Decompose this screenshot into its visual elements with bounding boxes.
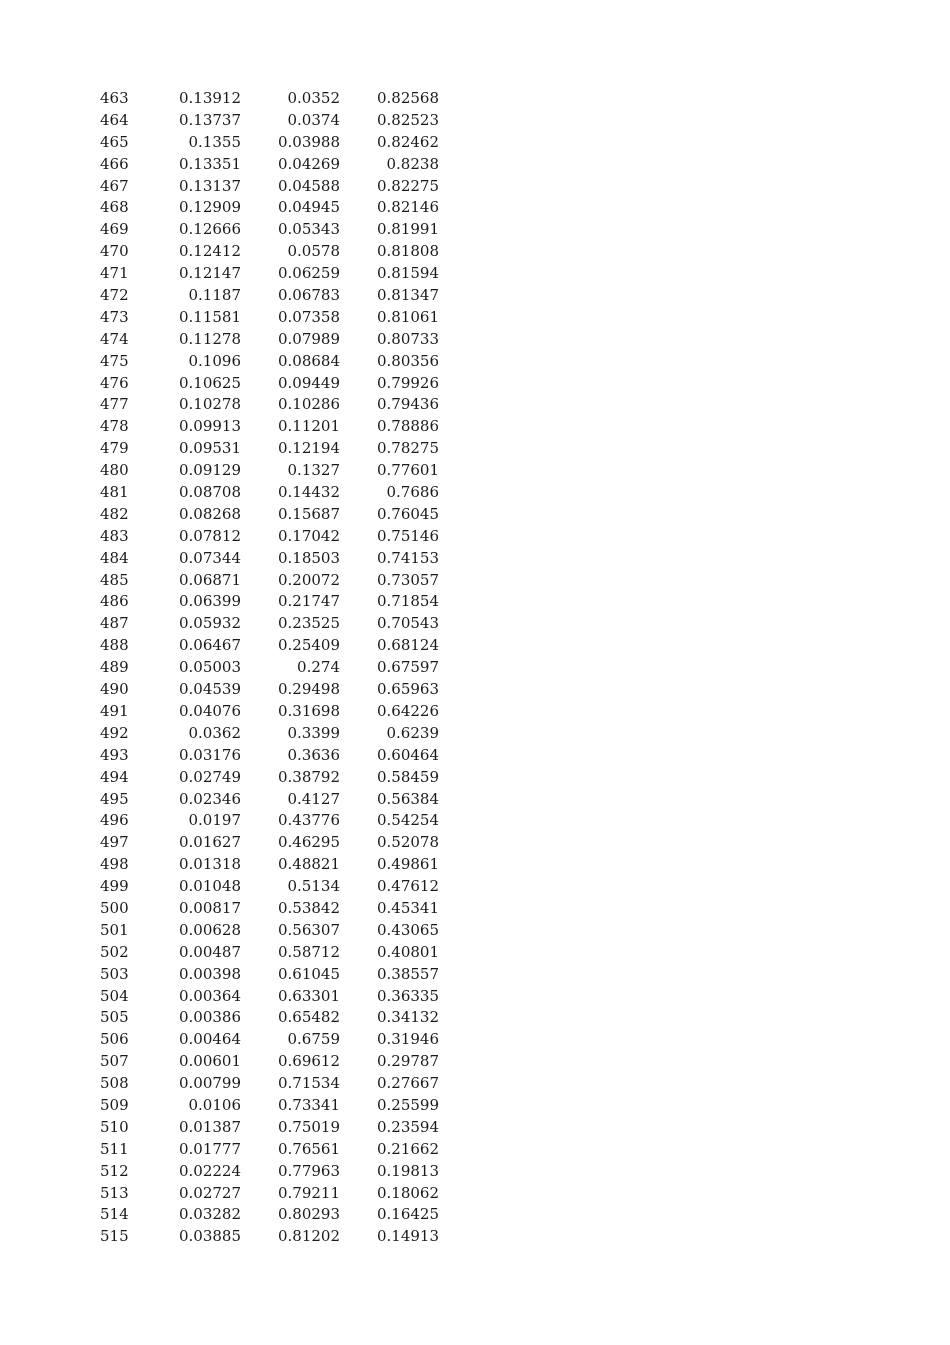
value-col-2: 0.07358 — [277, 307, 340, 326]
row-index: 482 — [100, 504, 129, 523]
value-col-1: 0.02727 — [178, 1183, 241, 1202]
value-col-3: 0.80733 — [376, 329, 439, 348]
value-col-1: 0.00799 — [178, 1074, 241, 1093]
data-table — [100, 88, 445, 1248]
value-col-3: 0.27667 — [376, 1074, 439, 1093]
value-col-2: 0.63301 — [277, 986, 340, 1005]
row-index: 481 — [100, 483, 129, 502]
table-row — [100, 1051, 445, 1073]
row-index: 491 — [100, 701, 129, 720]
value-col-2: 0.04269 — [277, 154, 340, 173]
value-col-3: 0.70543 — [376, 614, 439, 633]
table-row — [100, 591, 445, 613]
value-col-2: 0.0578 — [287, 242, 340, 261]
table-row — [100, 526, 445, 548]
table-row — [100, 570, 445, 592]
row-index: 498 — [100, 855, 129, 874]
row-index: 468 — [100, 198, 129, 217]
table-row — [100, 876, 445, 898]
value-col-3: 0.8238 — [386, 154, 439, 173]
value-col-3: 0.82462 — [376, 132, 439, 151]
value-col-1: 0.1096 — [188, 351, 241, 370]
table-row — [100, 1139, 445, 1161]
value-col-2: 0.29498 — [277, 680, 340, 699]
value-col-2: 0.05343 — [277, 220, 340, 239]
row-index: 472 — [100, 286, 129, 305]
value-col-1: 0.00601 — [178, 1052, 241, 1071]
row-index: 483 — [100, 526, 129, 545]
table-row — [100, 723, 445, 745]
value-col-3: 0.82523 — [376, 110, 439, 129]
row-index: 493 — [100, 745, 129, 764]
table-row — [100, 701, 445, 723]
value-col-1: 0.09913 — [178, 417, 241, 436]
value-col-3: 0.6239 — [386, 723, 439, 742]
value-col-3: 0.82146 — [376, 198, 439, 217]
value-col-2: 0.61045 — [277, 964, 340, 983]
value-col-1: 0.0106 — [188, 1095, 241, 1114]
value-col-2: 0.25409 — [277, 636, 340, 655]
value-col-1: 0.00398 — [178, 964, 241, 983]
value-col-1: 0.01627 — [178, 833, 241, 852]
value-col-1: 0.05932 — [178, 614, 241, 633]
table-row — [100, 285, 445, 307]
table-row — [100, 219, 445, 241]
row-index: 512 — [100, 1161, 129, 1180]
row-index: 484 — [100, 548, 129, 567]
row-index: 504 — [100, 986, 129, 1005]
value-col-3: 0.56384 — [376, 789, 439, 808]
value-col-2: 0.31698 — [277, 701, 340, 720]
value-col-3: 0.81061 — [376, 307, 439, 326]
value-col-3: 0.77601 — [376, 461, 439, 480]
row-index: 475 — [100, 351, 129, 370]
value-col-3: 0.58459 — [376, 767, 439, 786]
table-row — [100, 548, 445, 570]
value-col-1: 0.12909 — [178, 198, 241, 217]
row-index: 479 — [100, 439, 129, 458]
table-row — [100, 810, 445, 832]
value-col-1: 0.13351 — [178, 154, 241, 173]
value-col-2: 0.77963 — [277, 1161, 340, 1180]
value-col-1: 0.06871 — [178, 570, 241, 589]
table-row — [100, 1226, 445, 1248]
value-col-3: 0.81594 — [376, 264, 439, 283]
value-col-1: 0.01048 — [178, 877, 241, 896]
value-col-1: 0.12412 — [178, 242, 241, 261]
table-row — [100, 504, 445, 526]
value-col-2: 0.23525 — [277, 614, 340, 633]
row-index: 507 — [100, 1052, 129, 1071]
value-col-2: 0.20072 — [277, 570, 340, 589]
value-col-2: 0.79211 — [277, 1183, 340, 1202]
value-col-1: 0.00386 — [178, 1008, 241, 1027]
value-col-3: 0.76045 — [376, 504, 439, 523]
row-index: 480 — [100, 461, 129, 480]
value-col-1: 0.02749 — [178, 767, 241, 786]
value-col-1: 0.13912 — [178, 89, 241, 107]
value-col-2: 0.14432 — [277, 483, 340, 502]
value-col-3: 0.43065 — [376, 920, 439, 939]
value-col-3: 0.65963 — [376, 680, 439, 699]
row-index: 499 — [100, 877, 129, 896]
table-row — [100, 1117, 445, 1139]
value-col-2: 0.73341 — [277, 1095, 340, 1114]
value-col-2: 0.21747 — [277, 592, 340, 611]
row-index: 486 — [100, 592, 129, 611]
table-row — [100, 154, 445, 176]
value-col-1: 0.10278 — [178, 395, 241, 414]
value-col-2: 0.3636 — [287, 745, 340, 764]
row-index: 500 — [100, 898, 129, 917]
table-row — [100, 263, 445, 285]
row-index: 494 — [100, 767, 129, 786]
row-index: 514 — [100, 1205, 129, 1224]
table-row — [100, 438, 445, 460]
value-col-3: 0.7686 — [386, 483, 439, 502]
row-index: 506 — [100, 1030, 129, 1049]
value-col-3: 0.34132 — [376, 1008, 439, 1027]
table-row — [100, 745, 445, 767]
value-col-2: 0.11201 — [277, 417, 340, 436]
table-row — [100, 898, 445, 920]
value-col-3: 0.16425 — [376, 1205, 439, 1224]
table-row — [100, 613, 445, 635]
value-col-1: 0.03282 — [178, 1205, 241, 1224]
value-col-1: 0.11581 — [178, 307, 241, 326]
table-row — [100, 964, 445, 986]
value-col-1: 0.03176 — [178, 745, 241, 764]
value-col-1: 0.04539 — [178, 680, 241, 699]
value-col-2: 0.38792 — [277, 767, 340, 786]
row-index: 501 — [100, 920, 129, 939]
table-row — [100, 635, 445, 657]
value-col-1: 0.00817 — [178, 898, 241, 917]
value-col-1: 0.13137 — [178, 176, 241, 195]
row-index: 476 — [100, 373, 129, 392]
row-index: 488 — [100, 636, 129, 655]
value-col-2: 0.12194 — [277, 439, 340, 458]
value-col-1: 0.00364 — [178, 986, 241, 1005]
value-col-3: 0.73057 — [376, 570, 439, 589]
value-col-1: 0.13737 — [178, 110, 241, 129]
value-col-2: 0.5134 — [287, 877, 340, 896]
value-col-2: 0.15687 — [277, 504, 340, 523]
value-col-1: 0.00487 — [178, 942, 241, 961]
value-col-2: 0.06783 — [277, 286, 340, 305]
value-col-3: 0.68124 — [376, 636, 439, 655]
value-col-3: 0.79436 — [376, 395, 439, 414]
value-col-2: 0.53842 — [277, 898, 340, 917]
value-col-2: 0.17042 — [277, 526, 340, 545]
value-col-1: 0.07344 — [178, 548, 241, 567]
value-col-2: 0.46295 — [277, 833, 340, 852]
row-index: 467 — [100, 176, 129, 195]
table-row — [100, 679, 445, 701]
table-row — [100, 394, 445, 416]
table-row — [100, 854, 445, 876]
table-row — [100, 110, 445, 132]
value-col-2: 0.18503 — [277, 548, 340, 567]
value-col-1: 0.0197 — [188, 811, 241, 830]
row-index: 471 — [100, 264, 129, 283]
table-row — [100, 767, 445, 789]
value-col-3: 0.81991 — [376, 220, 439, 239]
table-row — [100, 1007, 445, 1029]
value-col-2: 0.03988 — [277, 132, 340, 151]
value-col-2: 0.274 — [297, 658, 340, 677]
value-col-3: 0.14913 — [376, 1227, 439, 1246]
value-col-2: 0.09449 — [277, 373, 340, 392]
row-index: 511 — [100, 1139, 129, 1158]
row-index: 497 — [100, 833, 129, 852]
value-col-2: 0.75019 — [277, 1117, 340, 1136]
row-index: 492 — [100, 723, 129, 742]
row-index: 496 — [100, 811, 129, 830]
value-col-3: 0.19813 — [376, 1161, 439, 1180]
value-col-2: 0.56307 — [277, 920, 340, 939]
value-col-3: 0.52078 — [376, 833, 439, 852]
value-col-3: 0.71854 — [376, 592, 439, 611]
table-row — [100, 88, 445, 110]
row-index: 473 — [100, 307, 129, 326]
value-col-2: 0.04588 — [277, 176, 340, 195]
value-col-1: 0.04076 — [178, 701, 241, 720]
value-col-2: 0.3399 — [287, 723, 340, 742]
value-col-1: 0.00628 — [178, 920, 241, 939]
table-row — [100, 1095, 445, 1117]
value-col-1: 0.01318 — [178, 855, 241, 874]
table-row — [100, 920, 445, 942]
value-col-1: 0.1355 — [188, 132, 241, 151]
table-row — [100, 307, 445, 329]
value-col-3: 0.64226 — [376, 701, 439, 720]
value-col-1: 0.12147 — [178, 264, 241, 283]
value-col-1: 0.1187 — [188, 286, 241, 305]
table-row — [100, 1204, 445, 1226]
value-col-1: 0.07812 — [178, 526, 241, 545]
value-col-2: 0.71534 — [277, 1074, 340, 1093]
value-col-1: 0.01387 — [178, 1117, 241, 1136]
value-col-3: 0.36335 — [376, 986, 439, 1005]
value-col-2: 0.81202 — [277, 1227, 340, 1246]
value-col-3: 0.82568 — [376, 89, 439, 107]
value-col-3: 0.81347 — [376, 286, 439, 305]
value-col-1: 0.08708 — [178, 483, 241, 502]
row-index: 502 — [100, 942, 129, 961]
table-row — [100, 132, 445, 154]
row-index: 485 — [100, 570, 129, 589]
value-col-2: 0.1327 — [287, 461, 340, 480]
table-row — [100, 241, 445, 263]
value-col-1: 0.02346 — [178, 789, 241, 808]
value-col-1: 0.01777 — [178, 1139, 241, 1158]
table-row — [100, 351, 445, 373]
table-row — [100, 416, 445, 438]
value-col-3: 0.80356 — [376, 351, 439, 370]
table-row — [100, 460, 445, 482]
value-col-2: 0.76561 — [277, 1139, 340, 1158]
value-col-3: 0.40801 — [376, 942, 439, 961]
value-col-3: 0.25599 — [376, 1095, 439, 1114]
value-col-3: 0.18062 — [376, 1183, 439, 1202]
table-row — [100, 657, 445, 679]
value-col-2: 0.80293 — [277, 1205, 340, 1224]
row-index: 489 — [100, 658, 129, 677]
row-index: 474 — [100, 329, 129, 348]
table-row — [100, 1029, 445, 1051]
value-col-3: 0.78275 — [376, 439, 439, 458]
value-col-2: 0.65482 — [277, 1008, 340, 1027]
value-col-2: 0.48821 — [277, 855, 340, 874]
row-index: 513 — [100, 1183, 129, 1202]
table-row — [100, 942, 445, 964]
value-col-1: 0.10625 — [178, 373, 241, 392]
value-col-2: 0.58712 — [277, 942, 340, 961]
value-col-3: 0.21662 — [376, 1139, 439, 1158]
value-col-3: 0.75146 — [376, 526, 439, 545]
value-col-3: 0.45341 — [376, 898, 439, 917]
value-col-3: 0.60464 — [376, 745, 439, 764]
row-index: 509 — [100, 1095, 129, 1114]
row-index: 505 — [100, 1008, 129, 1027]
row-index: 508 — [100, 1074, 129, 1093]
row-index: 487 — [100, 614, 129, 633]
value-col-1: 0.09531 — [178, 439, 241, 458]
value-col-2: 0.0352 — [287, 89, 340, 107]
value-col-1: 0.06467 — [178, 636, 241, 655]
value-col-3: 0.67597 — [376, 658, 439, 677]
table-row — [100, 986, 445, 1008]
value-col-1: 0.11278 — [178, 329, 241, 348]
value-col-3: 0.49861 — [376, 855, 439, 874]
table-row — [100, 373, 445, 395]
table-row — [100, 1161, 445, 1183]
row-index: 515 — [100, 1227, 129, 1246]
table-row — [100, 1183, 445, 1205]
value-col-1: 0.00464 — [178, 1030, 241, 1049]
value-col-3: 0.81808 — [376, 242, 439, 261]
row-index: 478 — [100, 417, 129, 436]
value-col-3: 0.23594 — [376, 1117, 439, 1136]
value-col-2: 0.04945 — [277, 198, 340, 217]
table-row — [100, 482, 445, 504]
row-index: 495 — [100, 789, 129, 808]
value-col-3: 0.82275 — [376, 176, 439, 195]
value-col-2: 0.06259 — [277, 264, 340, 283]
value-col-2: 0.0374 — [287, 110, 340, 129]
row-index: 466 — [100, 154, 129, 173]
value-col-2: 0.4127 — [287, 789, 340, 808]
row-index: 464 — [100, 110, 129, 129]
row-index: 463 — [100, 89, 129, 107]
row-index: 490 — [100, 680, 129, 699]
value-col-2: 0.08684 — [277, 351, 340, 370]
value-col-3: 0.47612 — [376, 877, 439, 896]
row-index: 470 — [100, 242, 129, 261]
value-col-3: 0.38557 — [376, 964, 439, 983]
table-row — [100, 832, 445, 854]
value-col-2: 0.43776 — [277, 811, 340, 830]
value-col-3: 0.74153 — [376, 548, 439, 567]
value-col-3: 0.78886 — [376, 417, 439, 436]
value-col-2: 0.10286 — [277, 395, 340, 414]
value-col-1: 0.05003 — [178, 658, 241, 677]
table-row — [100, 197, 445, 219]
row-index: 510 — [100, 1117, 129, 1136]
table-row — [100, 1073, 445, 1095]
row-index: 465 — [100, 132, 129, 151]
row-index: 469 — [100, 220, 129, 239]
value-col-1: 0.0362 — [188, 723, 241, 742]
row-index: 503 — [100, 964, 129, 983]
value-col-2: 0.6759 — [287, 1030, 340, 1049]
value-col-1: 0.12666 — [178, 220, 241, 239]
row-index: 477 — [100, 395, 129, 414]
value-col-1: 0.06399 — [178, 592, 241, 611]
table-row — [100, 176, 445, 198]
value-col-1: 0.03885 — [178, 1227, 241, 1246]
table-row — [100, 789, 445, 811]
value-col-2: 0.07989 — [277, 329, 340, 348]
value-col-1: 0.02224 — [178, 1161, 241, 1180]
value-col-3: 0.54254 — [376, 811, 439, 830]
value-col-3: 0.31946 — [376, 1030, 439, 1049]
value-col-2: 0.69612 — [277, 1052, 340, 1071]
value-col-1: 0.09129 — [178, 461, 241, 480]
table-row — [100, 329, 445, 351]
value-col-3: 0.79926 — [376, 373, 439, 392]
value-col-3: 0.29787 — [376, 1052, 439, 1071]
value-col-1: 0.08268 — [178, 504, 241, 523]
